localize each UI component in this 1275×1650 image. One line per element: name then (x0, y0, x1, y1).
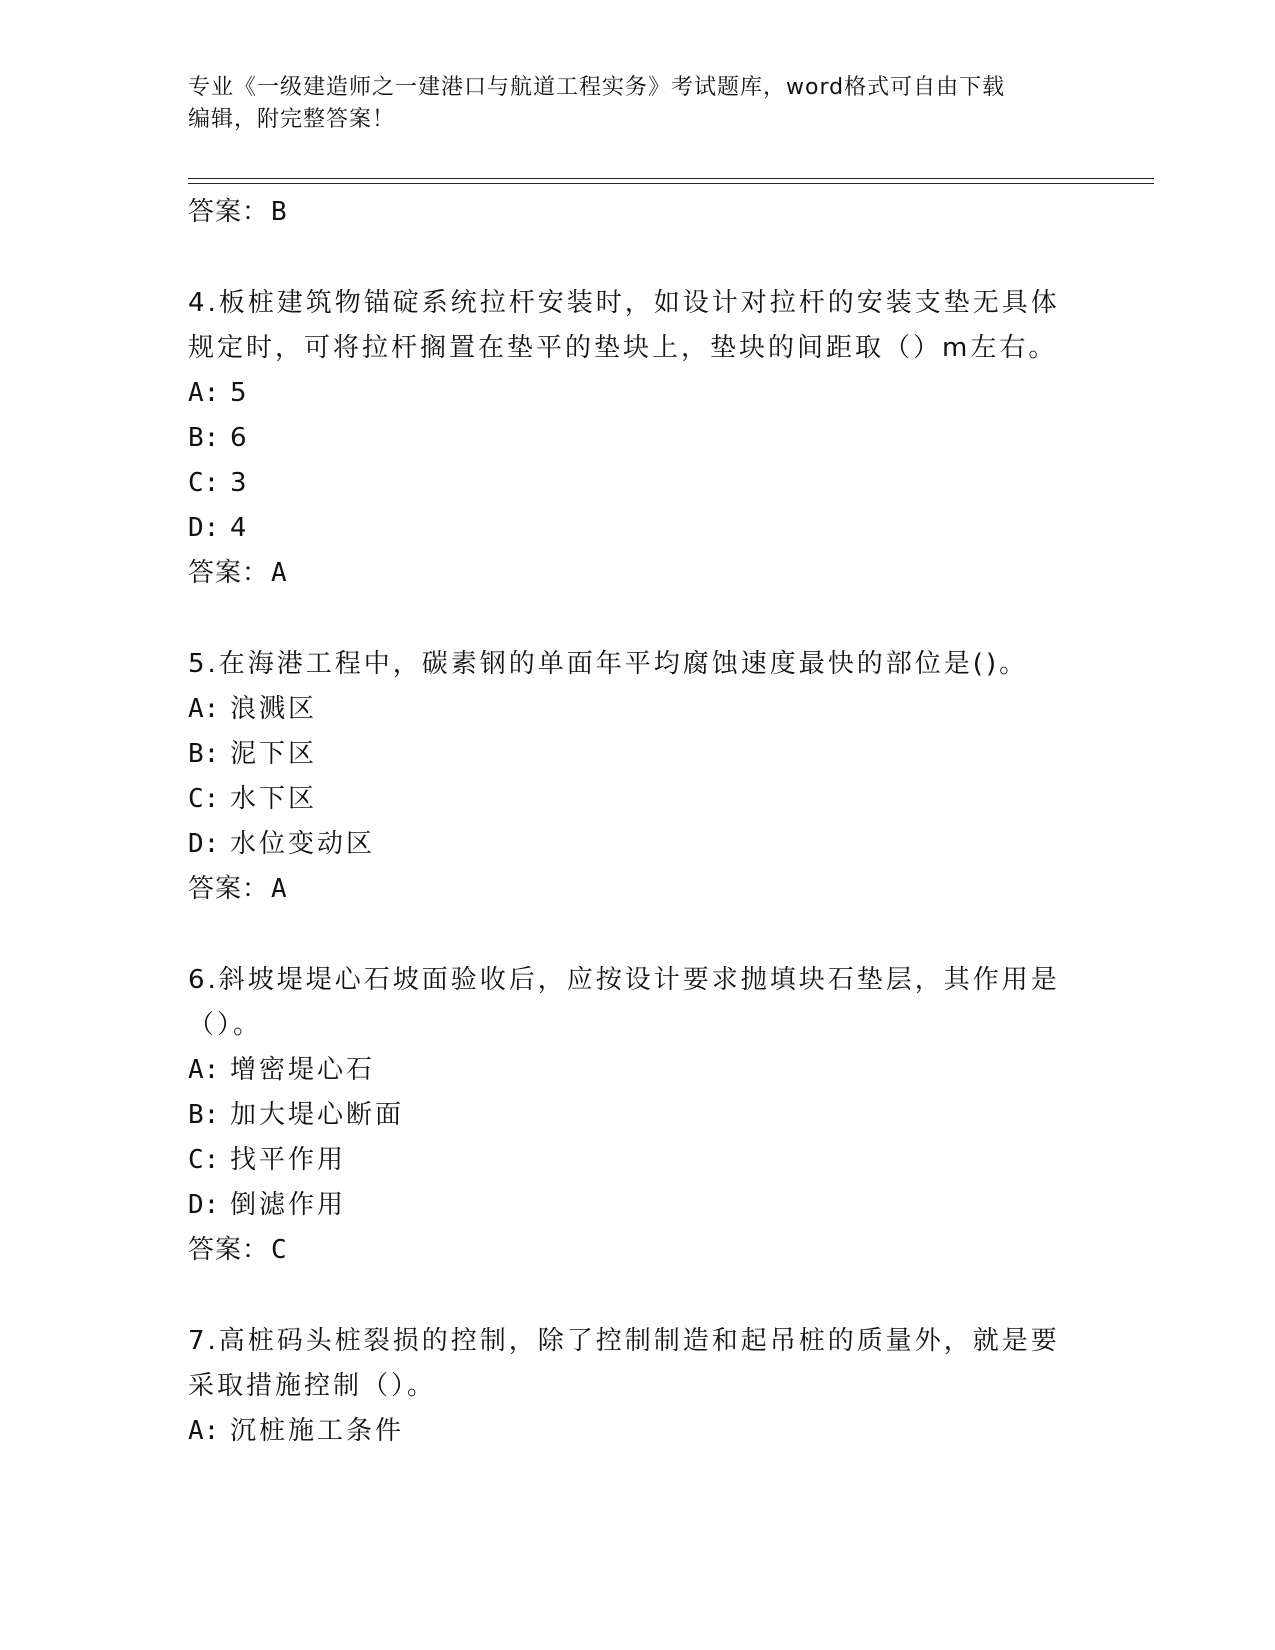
question-text-line: 6.斜坡堤堤心石坡面验收后，应按设计要求抛填块石垫层，其作用是 (188, 965, 1060, 995)
question-text-line: 5.在海港工程中，碳素钢的单面年平均腐蚀速度最快的部位是()。 (188, 649, 1029, 679)
option-key: A: (188, 1416, 220, 1446)
answer-label: 答案： (188, 558, 270, 588)
option-text: 水下区 (230, 784, 318, 814)
answer (188, 551, 1068, 596)
option-key: B: (188, 423, 220, 453)
option-c (188, 777, 1068, 822)
question-6 (188, 958, 1068, 1273)
answer-label: 答案： (188, 1235, 270, 1265)
option-text: 浪溅区 (230, 694, 318, 724)
option-key: A: (188, 1055, 220, 1085)
option-text: 找平作用 (230, 1145, 347, 1175)
answer-value: A (271, 874, 288, 904)
question-list (188, 190, 1068, 1454)
question-7 (188, 1319, 1068, 1454)
option-d (188, 822, 1068, 867)
option-a (188, 1048, 1068, 1093)
option-c (188, 1138, 1068, 1183)
answer-value: B (271, 197, 288, 227)
option-text: 5 (230, 378, 250, 408)
answer-label: 答案： (188, 874, 270, 904)
option-text: 水位变动区 (230, 829, 376, 859)
header-rule-bottom (188, 183, 1154, 184)
header-line-1: 专业《一级建造师之一建港口与航道工程实务》考试题库，word格式可自由下载 (188, 75, 1006, 100)
option-a (188, 1409, 1068, 1454)
option-key: D: (188, 1190, 220, 1220)
option-key: A: (188, 378, 220, 408)
option-text: 倒滤作用 (230, 1190, 347, 1220)
answer-value: C (271, 1235, 288, 1265)
option-key: C: (188, 1145, 220, 1175)
option-text: 6 (230, 423, 250, 453)
answer (188, 1228, 1068, 1273)
option-key: D: (188, 829, 220, 859)
question-text-line: 规定时，可将拉杆搁置在垫平的垫块上，垫块的间距取（）m左右。 (188, 333, 1058, 363)
question-text-line: （）。 (188, 1010, 263, 1040)
question-text-line: 4.板桩建筑物锚碇系统拉杆安装时，如设计对拉杆的安装支垫无具体 (188, 288, 1060, 318)
question-5 (188, 642, 1068, 912)
answer-label: 答案： (188, 197, 270, 227)
option-c (188, 461, 1068, 506)
document-header (188, 72, 1088, 136)
option-key: B: (188, 1100, 220, 1130)
option-text: 沉桩施工条件 (230, 1416, 405, 1446)
answer (188, 867, 1068, 912)
option-b (188, 416, 1068, 461)
option-a (188, 687, 1068, 732)
question-text-line: 采取措施控制（）。 (188, 1371, 437, 1401)
question-4 (188, 281, 1068, 596)
option-key: C: (188, 784, 220, 814)
option-b (188, 732, 1068, 777)
previous-answer (188, 190, 1068, 235)
answer-value: A (271, 558, 288, 588)
option-text: 4 (230, 513, 250, 543)
option-d (188, 1183, 1068, 1228)
option-text: 加大堤心断面 (230, 1100, 405, 1130)
option-text: 增密堤心石 (230, 1055, 376, 1085)
option-key: C: (188, 468, 220, 498)
option-d (188, 506, 1068, 551)
option-key: D: (188, 513, 220, 543)
header-line-2: 编辑，附完整答案！ (188, 107, 396, 132)
option-a (188, 371, 1068, 416)
option-b (188, 1093, 1068, 1138)
option-key: B: (188, 739, 220, 769)
option-text: 泥下区 (230, 739, 318, 769)
question-text-line: 7.高桩码头桩裂损的控制，除了控制制造和起吊桩的质量外，就是要 (188, 1326, 1060, 1356)
option-key: A: (188, 694, 220, 724)
option-text: 3 (230, 468, 250, 498)
header-rule-top (188, 178, 1154, 179)
